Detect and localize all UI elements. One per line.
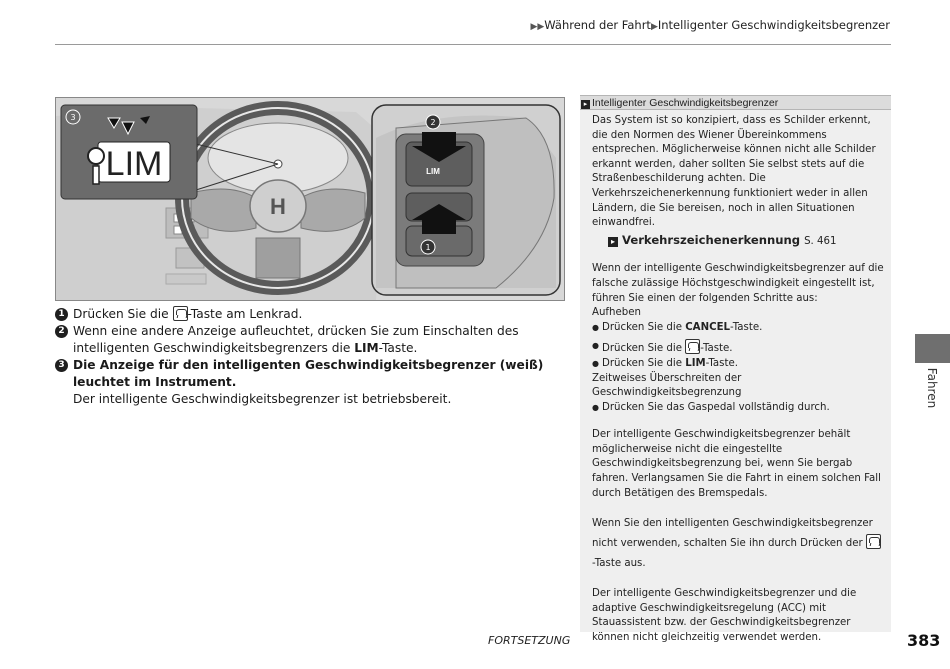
step-heading: Die Anzeige für den intelligenten Geschwindigkeitsbegrenzer (weiß) leuchtet im Instrument. [73, 358, 544, 389]
speed-limiter-key-icon [173, 306, 188, 321]
breadcrumb-item-driving: Während der Fahrt [544, 18, 651, 32]
step-2 [55, 323, 565, 357]
section-tab [915, 334, 950, 363]
step-keyword: LIM [354, 341, 379, 355]
step-text: Der intelligente Geschwindigkeitsbegrenzer ist betriebsbereit. [73, 392, 452, 406]
speed-limiter-key-icon [685, 339, 700, 354]
continued-label: FORTSETZUNG [488, 634, 571, 647]
lim-button-label: LIM [426, 167, 440, 176]
list-text: -Taste. [700, 343, 733, 355]
note-paragraph: Das System ist so konzipiert, dass es Schilder erkennt, die den Normen des Wiener Übereinkommens entsprechen. Möglicherweise können nicht alle Schilder erkannt werden, daher sollten Sie selbst stets auf die Straßenbeschilderung achten. Die Verkehrszeichenerkennung funktioniert weder in allen Ländern, die Sie bereisen, noch in allen Situationen einwandfrei. [592, 115, 876, 229]
steering-wheel-illustration [55, 97, 565, 301]
callout-1: 1 [425, 243, 431, 252]
list-text: Drücken Sie die [602, 343, 686, 355]
list-keyword: LIM [685, 357, 706, 369]
sidebar-title-text: Intelligenter Geschwindigkeitsbegrenzer [592, 97, 779, 109]
page-number: 383 [907, 631, 941, 650]
step-number: 3 [55, 359, 68, 372]
note-text: Wenn Sie den intelligenten Geschwindigkeitsbegrenzer nicht verwenden, schalten Sie ihn durch Drücken der [592, 518, 873, 550]
sidebar-title [580, 95, 891, 110]
breadcrumb [530, 18, 890, 32]
step-number: 2 [55, 325, 68, 338]
speed-limiter-key-icon [866, 534, 881, 549]
reference-marker-icon: ▸ [581, 100, 590, 109]
arrow-icon: ▶ [650, 22, 658, 32]
note-paragraph: Wenn der intelligente Geschwindigkeitsbegrenzer auf die falsche zulässige Höchstgeschwindigkeit eingestellt ist, führen Sie einen der folgenden Schritte aus: [592, 263, 884, 304]
note-subheading: Zeitweises Überschreiten der Geschwindigkeitsbegrenzung [592, 372, 742, 399]
list-item: ● Drücken Sie das Gaspedal vollständig durch. [592, 401, 884, 416]
callout-2: 2 [430, 118, 436, 127]
svg-text:H: H [270, 194, 286, 219]
cross-reference-icon: ▸ [608, 237, 618, 247]
note-subheading: Aufheben [592, 307, 641, 319]
list-text: Drücken Sie die [602, 321, 686, 333]
list-item [592, 321, 884, 336]
list-text: Drücken Sie die [602, 357, 686, 369]
cross-reference-link[interactable] [592, 233, 884, 250]
lim-indicator: LIM [105, 145, 163, 183]
step-text: Wenn eine andere Anzeige aufleuchtet, drücken Sie zum Einschalten des intelligenten Geschwindigkeitsbegrenzers die [73, 324, 519, 355]
list-item [592, 357, 884, 372]
note-paragraph [592, 514, 884, 574]
list-text: -Taste. [705, 357, 738, 369]
note-paragraph: Der intelligente Geschwindigkeitsbegrenzer behält möglicherweise nicht die eingestellte Geschwindigkeitsbegrenzung bei, wenn Sie bergab fahren. Verlangsamen Sie die Fahrt in einem solchen Fall durch Betätigen des Bremspedals. [592, 429, 881, 499]
sidebar-notes [580, 95, 891, 644]
callout-3: 3 [70, 113, 76, 122]
breadcrumb-item-speed-limiter: Intelligenter Geschwindigkeitsbegrenzer [657, 18, 890, 32]
step-text: -Taste am Lenkrad. [187, 307, 303, 321]
list-item [592, 339, 884, 357]
note-text: -Taste aus. [592, 558, 646, 570]
step-3 [55, 357, 565, 408]
double-arrow-icon: ▶▶ [530, 22, 545, 32]
list-keyword: CANCEL [685, 321, 731, 333]
step-text: -Taste. [378, 341, 418, 355]
section-tab-label: Fahren [925, 367, 939, 409]
step-number: 1 [55, 308, 68, 321]
header-divider [55, 44, 891, 45]
xref-label: Verkehrszeichenerkennung [622, 232, 801, 247]
note-paragraph: Der intelligente Geschwindigkeitsbegrenzer und die adaptive Geschwindigkeitsregelung (ACC) mit Stauassistent bzw. der Geschwindigkeitsbegrenzer können nicht gleichzeitig verwendet werden. [592, 588, 857, 644]
xref-page: S. 461 [804, 235, 837, 247]
procedure-steps [55, 306, 565, 408]
step-text: Drücken Sie die [73, 307, 173, 321]
step-1 [55, 306, 565, 323]
list-text: -Taste. [730, 321, 763, 333]
